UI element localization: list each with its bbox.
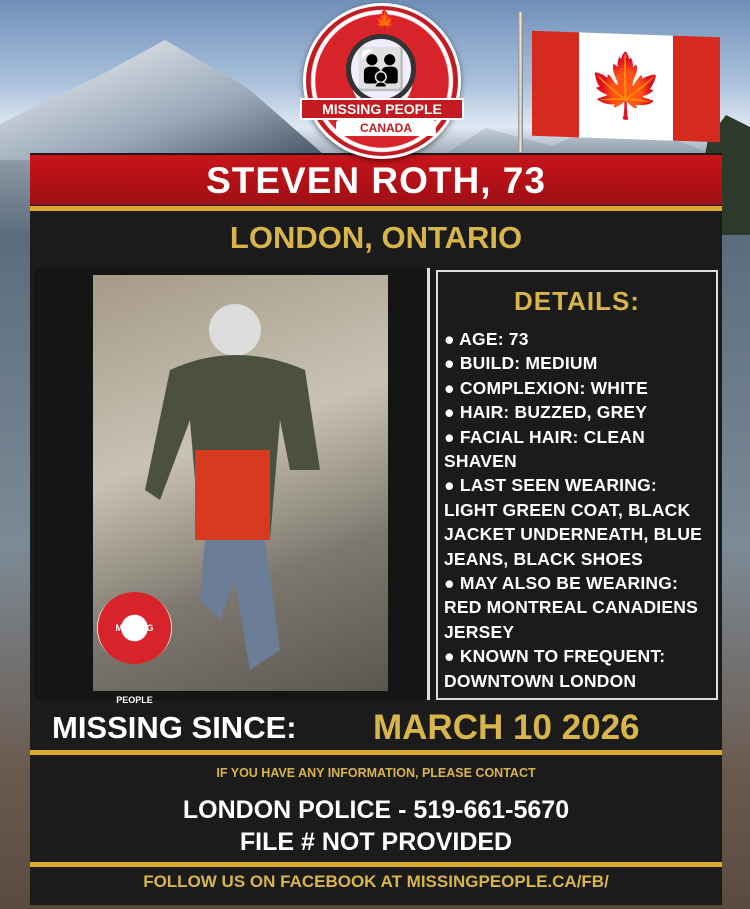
- mountain-background: [0, 40, 330, 160]
- location-heading: LONDON, ONTARIO: [229, 220, 523, 255]
- detail-complexion: ● COMPLEXION: WHITE: [444, 377, 648, 398]
- detail-last-seen-wearing: ● LAST SEEN WEARING: LIGHT GREEN COAT, BLACK JACKET UNDERNEATH, BLUE JEANS, BLACK SHOES: [444, 475, 703, 569]
- contact-agency-phone: LONDON POLICE - 519-661-5670: [182, 796, 570, 824]
- canada-flag: 🍁: [532, 31, 720, 143]
- file-number: FILE # NOT PROVIDED: [239, 828, 513, 856]
- missing-since-row: [30, 704, 722, 750]
- watermark-logo: MISSING PEOPLE: [97, 592, 172, 664]
- detail-may-also-wear: ● MAY ALSO BE WEARING: RED MONTREAL CANADIENS JERSEY: [444, 573, 698, 642]
- logo-subtext: CANADA: [336, 120, 436, 136]
- missing-since-label: MISSING SINCE:: [52, 710, 297, 745]
- missing-people-canada-logo: [303, 3, 461, 159]
- family-magnifier-icon: 👪: [346, 34, 416, 104]
- gold-divider: [30, 206, 722, 211]
- logo-text: MISSING PEOPLE: [300, 98, 464, 120]
- flag-pole: [518, 12, 523, 152]
- details-panel: [436, 270, 718, 700]
- gold-divider: [30, 862, 722, 867]
- facebook-footer: FOLLOW US ON FACEBOOK AT MISSINGPEOPLE.CA/FB/: [143, 872, 609, 891]
- missing-since-date: MARCH 10 2026: [373, 708, 640, 747]
- detail-age: ● AGE: 73: [444, 329, 529, 349]
- detail-build: ● BUILD: MEDIUM: [444, 353, 598, 374]
- contact-prompt: IF YOU HAVE ANY INFORMATION, PLEASE CONTACT: [216, 766, 536, 780]
- person-name-title: STEVEN ROTH, 73: [30, 155, 722, 205]
- contact-section: [30, 760, 722, 858]
- maple-leaf-icon: 🍁: [372, 10, 397, 32]
- detail-hair: ● HAIR: BUZZED, GREY: [444, 402, 648, 423]
- detail-known-to-frequent: ● KNOWN TO FREQUENT: DOWNTOWN LONDON: [444, 646, 666, 691]
- gold-divider: [30, 750, 722, 755]
- detail-facial-hair: ● FACIAL HAIR: CLEAN SHAVEN: [444, 426, 645, 472]
- details-heading: DETAILS:: [514, 286, 640, 316]
